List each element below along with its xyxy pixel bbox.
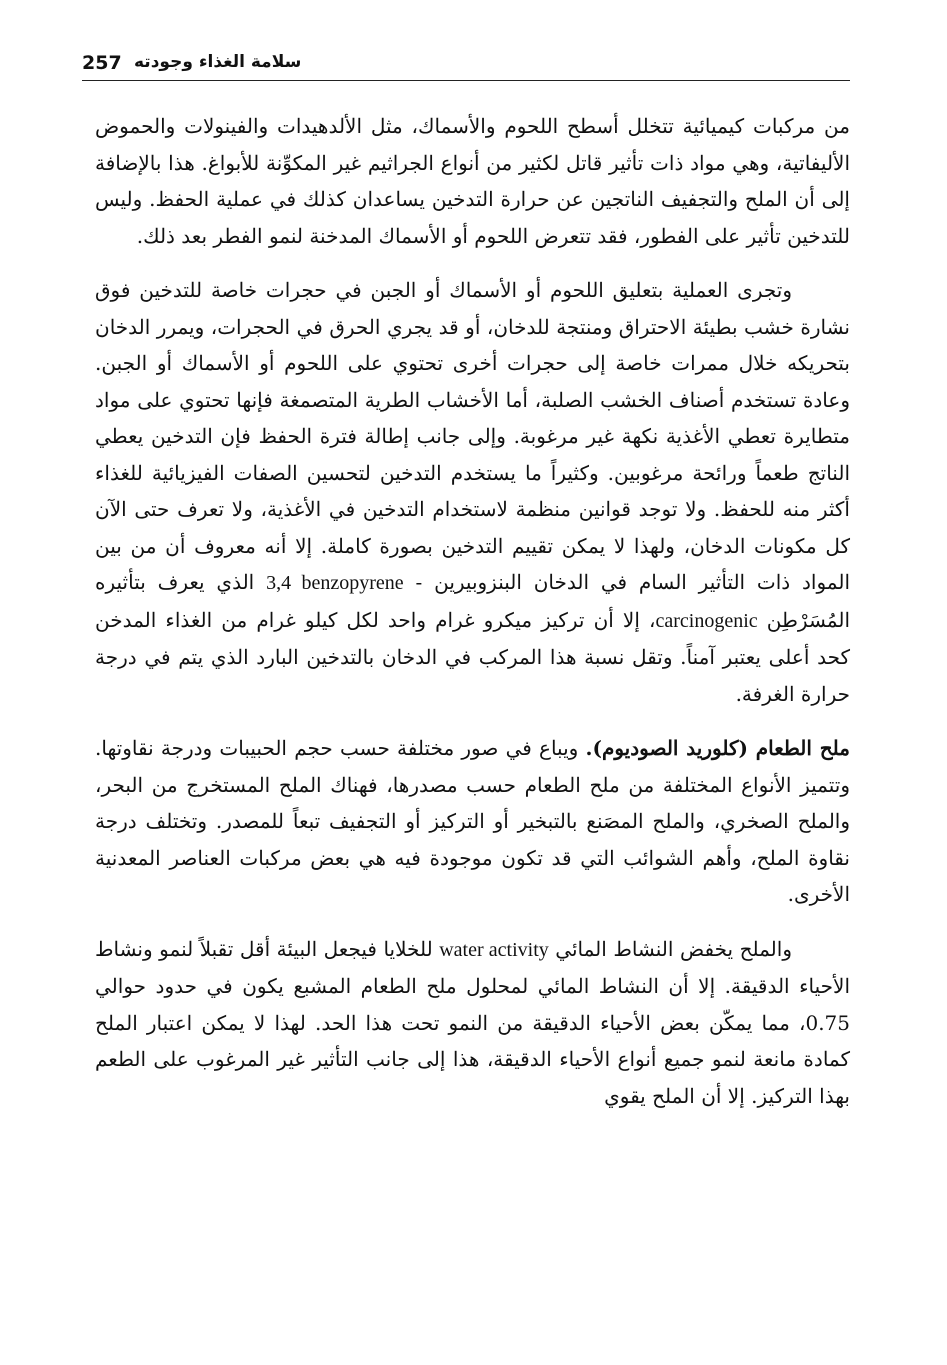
- latin-term-carcinogenic: carcinogenic: [655, 609, 758, 632]
- paragraph-text: ، إلا أن تركيز ميكرو غرام واحد لكل كيلو غرام من الغذاء المدخن كحد أعلى يعتبر آمناً. وتقل نسبة هذا المركب في الدخان بالتدخين البارد الذي يتم في درجة حرارة الغرفة.: [95, 607, 850, 706]
- running-title: سلامة الغذاء وجودته: [134, 52, 302, 72]
- paragraph-text: الذي يعرف بتأثيره المُسَرْطِن: [95, 570, 850, 632]
- paragraph-text: وتجرى العملية بتعليق اللحوم أو الأسماك أو الجبن في حجرات خاصة للتدخين فوق نشارة خشب بطيئة الاحتراق ومنتجة للدخان، أو قد يجري الحرق في الحجرات، ويمرر الدخان بتحريكه خلال ممرات خاصة إلى حجرات أخرى تحتوي على اللحوم أو الأسماك أو الجبن. وعادة تستخدم أصناف الخشب الصلبة، أما الأخشاب الطرية المتصمغة فإنها تحتوي على مواد متطايرة تعطي الأغذية نكهة غير مرغوبة. وإلى جانب إطالة فترة الحفظ فإن التدخين يعطي الناتج طعماً ورائحة مرغوبين. وكثيراً ما يستخدم التدخين لتحسين الصفات الفيزيائية للغذاء أكثر منه للحفظ. ولا توجد قوانين منظمة لاستخدام التدخين في الأغذية، ولا تعرف حتى الآن كل مكونات الدخان، ولهذا لا يمكن تقييم التدخين بصورة كاملة. إلا أنه معروف أن من بين المواد ذات التأثير السام في الدخان البنزوبيرين -: [95, 278, 851, 594]
- latin-term-benzopyrene: 3,4 benzopyrene: [266, 572, 404, 594]
- header-rule: [82, 80, 850, 81]
- page-number: 257: [82, 52, 122, 74]
- paragraph-water-activity: [95, 931, 850, 1115]
- paragraph-smoking-process: [95, 272, 850, 712]
- section-lead-heading: ملح الطعام (كلوريد الصوديوم).: [585, 736, 851, 760]
- latin-term-water-activity: water activity: [439, 938, 549, 961]
- paragraph-smoking-compounds: من مركبات كيميائية تتخلل أسطح اللحوم والأسماك، مثل الألدهيدات والفينولات والحموض الأليفاتية، وهي مواد ذات تأثير قاتل لكثير من أنواع الجراثيم غير المكوِّنة للأبواغ. هذا بالإضافة إلى أن الملح والتجفيف الناتجين عن حرارة التدخين يساعدان كذلك في عملية الحفظ. وليس للتدخين تأثير على الفطور، فقد تتعرض اللحوم أو الأسماك المدخنة لنمو الفطر بعد ذلك.: [95, 114, 850, 248]
- paragraph-text: ويباع في صور مختلفة حسب حجم الحبيبات ودرجة نقاوتها. وتتميز الأنواع المختلفة من ملح الطعام حسب مصدرها، فهناك الملح المستخرج من البحر، والملح الصخري، والملح المصَنع بالتبخير أو التركيز أو التجفيف تبعاً للمصدر. وتختلف درجة نقاوة الملح، وأهم الشوائب التي قد تكون موجودة فيه هي بعض مركبات العناصر المعدنية الأخرى.: [95, 736, 850, 906]
- page-header: [82, 50, 850, 80]
- paragraph-text: للخلايا فيجعل البيئة أقل تقبلاً لنمو ونشاط الأحياء الدقيقة. إلا أن النشاط المائي لمحلول ملح الطعام المشبع يكون في حدود حوالي 0.75، مما يمكّن بعض الأحياء الدقيقة من النمو تحت هذا الحد. لهذا لا يمكن اعتبار الملح كمادة مانعة لنمو جميع أنواع الأحياء الدقيقة، هذا إلى جانب التأثير غير المرغوب على الطعم بهذا التركيز. إلا أن الملح يقوي: [95, 936, 850, 1108]
- paragraph-table-salt: [95, 730, 850, 913]
- paragraph-text: والملح يخفض النشاط المائي: [555, 936, 792, 961]
- body-text: [95, 108, 850, 1114]
